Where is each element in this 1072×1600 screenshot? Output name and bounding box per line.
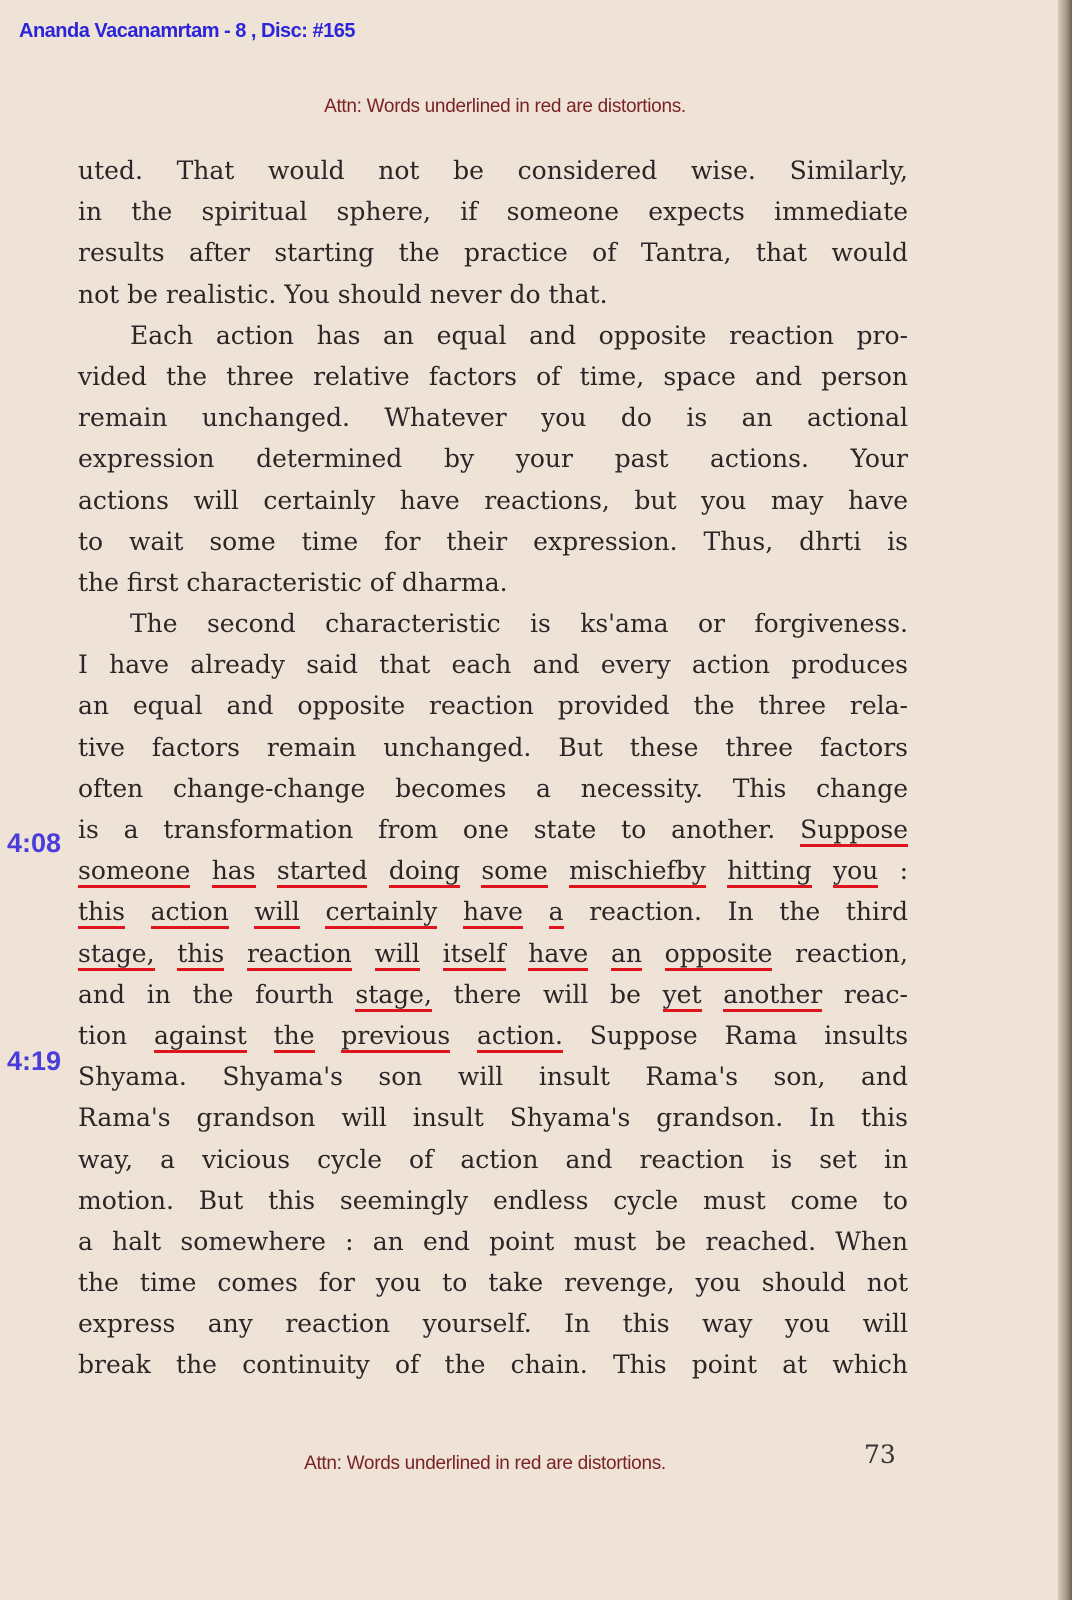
header-label: Ananda Vacanamrtam - 8 , Disc: #165 bbox=[19, 20, 355, 42]
distortion-underline: action bbox=[151, 897, 229, 929]
distortion-underline: stage, bbox=[78, 939, 155, 971]
text-line bbox=[78, 891, 908, 932]
text-line: The second characteristic is ks'ama or forgiveness. bbox=[130, 609, 908, 639]
distortion-underline: yet bbox=[663, 980, 702, 1012]
text-line: a halt somewhere : an end point must be reached. When bbox=[78, 1226, 908, 1256]
distortion-underline: stage, bbox=[355, 980, 432, 1012]
distortion-underline: this bbox=[177, 939, 224, 971]
text-line: remain unchanged. Whatever you do is an actional bbox=[78, 403, 908, 433]
timestamp-marker: 4:19 bbox=[7, 1046, 62, 1076]
distortion-underline: mischief bbox=[569, 856, 676, 888]
text-line: the first characteristic of dharma. bbox=[78, 567, 508, 597]
text-line: often change-change becomes a necessity. This change bbox=[78, 773, 908, 803]
text-span: : bbox=[899, 856, 909, 886]
text-line bbox=[78, 974, 908, 1015]
text-line: uted. That would not be considered wise. Similarly, bbox=[78, 156, 908, 185]
text-line: to wait some time for their expression. Thus, dhrti is bbox=[78, 526, 908, 556]
distortion-underline: Suppose bbox=[800, 815, 908, 847]
distortion-notice-bottom: Attn: Words underlined in red are distortions. bbox=[304, 1453, 666, 1474]
distortion-underline: have bbox=[528, 939, 588, 971]
text-line: express any reaction yourself. In this way you will bbox=[78, 1309, 908, 1339]
distortion-underline: an bbox=[611, 939, 642, 971]
distortion-underline: previous bbox=[341, 1021, 450, 1053]
text-line: break the continuity of the chain. This point at which bbox=[78, 1350, 908, 1380]
text-line: Rama's grandson will insult Shyama's grandson. In this bbox=[78, 1103, 908, 1133]
text-span: reac- bbox=[843, 979, 908, 1009]
distortion-underline: will bbox=[375, 939, 420, 971]
text-span: Suppose Rama insults bbox=[589, 1020, 909, 1050]
text-line bbox=[78, 850, 908, 891]
text-line: in the spiritual sphere, if someone expects immediate bbox=[78, 197, 908, 227]
text-line: expression determined by your past actions. Your bbox=[78, 444, 908, 474]
text-line: Shyama. Shyama's son will insult Rama's son, and bbox=[78, 1062, 908, 1092]
distortion-underline: against bbox=[154, 1021, 247, 1053]
text-line: way, a vicious cycle of action and reaction is set in bbox=[78, 1144, 908, 1174]
text-line: vided the three relative factors of time, space and person bbox=[78, 361, 908, 391]
text-line bbox=[78, 933, 908, 974]
distortion-underline: another bbox=[723, 980, 822, 1012]
distortion-underline: by bbox=[676, 856, 706, 888]
distortion-underline: will bbox=[254, 897, 299, 929]
distortion-underline: you bbox=[833, 856, 878, 888]
text-line: actions will certainly have reactions, but you may have bbox=[78, 485, 908, 515]
text-line bbox=[78, 809, 908, 850]
text-line: the time comes for you to take revenge, you should not bbox=[78, 1268, 908, 1298]
distortion-underline: action. bbox=[477, 1021, 563, 1053]
text-line: tive factors remain unchanged. But these three factors bbox=[78, 732, 908, 762]
text-line: Each action has an equal and opposite reaction pro- bbox=[130, 320, 908, 350]
distortion-underline: certainly bbox=[325, 897, 437, 929]
page-edge bbox=[1058, 0, 1072, 1600]
book-page-text bbox=[78, 150, 908, 1386]
distortion-underline: itself bbox=[443, 939, 506, 971]
text-span: there will be bbox=[453, 979, 641, 1009]
distortion-underline: reaction bbox=[247, 939, 352, 971]
text-line: results after starting the practice of Tantra, that would bbox=[78, 238, 908, 268]
distortion-underline: the bbox=[274, 1021, 315, 1053]
text-span: is a transformation from one state to another. bbox=[78, 815, 776, 844]
distortion-underline: have bbox=[463, 897, 523, 929]
text-line: motion. But this seemingly endless cycle must come to bbox=[78, 1185, 908, 1215]
distortion-underline: this bbox=[78, 897, 125, 929]
distortion-underline: doing bbox=[389, 856, 460, 888]
distortion-underline: a bbox=[549, 897, 564, 929]
text-span: reaction, bbox=[795, 938, 908, 968]
distortion-underline: some bbox=[481, 856, 547, 888]
text-line: an equal and opposite reaction provided the three rela- bbox=[78, 691, 908, 721]
text-line: not be realistic. You should never do that. bbox=[78, 279, 608, 309]
page-number: 73 bbox=[864, 1440, 896, 1469]
timestamp-marker: 4:08 bbox=[7, 828, 62, 858]
text-line bbox=[78, 1015, 908, 1056]
text-span: and in the fourth bbox=[78, 979, 334, 1009]
text-line: I have already said that each and every action produces bbox=[78, 650, 908, 680]
distortion-underline: hitting bbox=[727, 856, 811, 888]
distortion-underline: opposite bbox=[665, 939, 773, 971]
text-span: reaction. In the third bbox=[589, 897, 908, 927]
distortion-underline: someone bbox=[78, 856, 190, 888]
distortion-notice-top: Attn: Words underlined in red are distortions. bbox=[324, 96, 686, 117]
distortion-underline: has bbox=[212, 856, 256, 888]
distortion-underline: started bbox=[277, 856, 368, 888]
text-span: tion bbox=[78, 1020, 128, 1050]
